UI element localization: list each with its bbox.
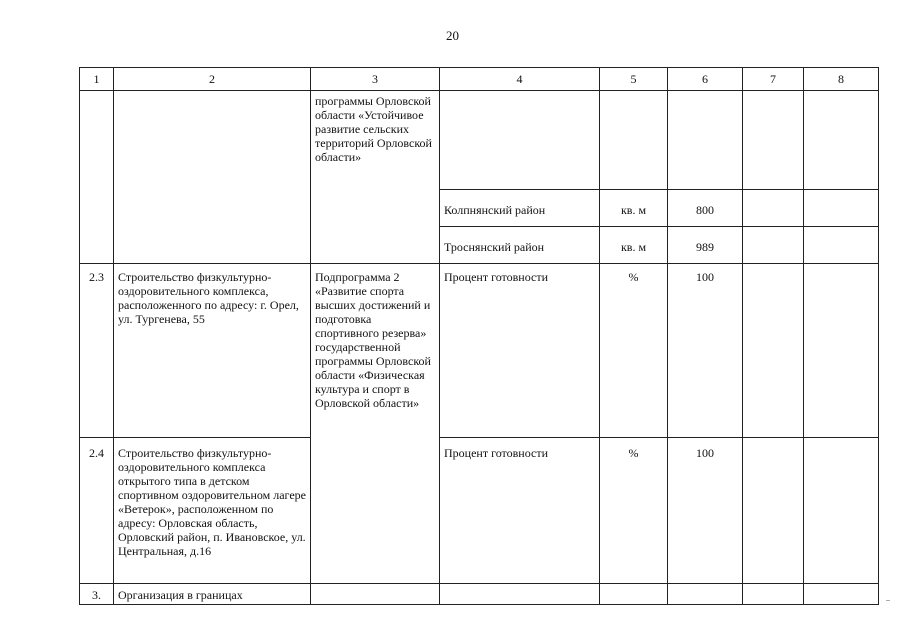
unit-cell: %: [600, 438, 668, 584]
value-cell: 800: [668, 190, 743, 227]
unit-cell: кв. м: [600, 227, 668, 264]
row-number-cell: [80, 91, 114, 264]
unit-cell: кв. м: [600, 190, 668, 227]
column-header: 5: [600, 68, 668, 91]
table-row: [80, 91, 879, 190]
empty-cell: [743, 264, 804, 438]
value-cell: 100: [668, 264, 743, 438]
value-cell: [668, 91, 743, 190]
empty-cell: [804, 190, 879, 227]
column-header: 1: [80, 68, 114, 91]
table-row: [80, 438, 879, 584]
row-number-cell: 2.3: [80, 264, 114, 438]
indicator-cell: Процент готовности: [440, 264, 600, 438]
table-header-row: [80, 68, 879, 91]
object-name-cell: Организация в границах: [114, 584, 311, 605]
empty-cell: [743, 584, 804, 605]
column-header: 6: [668, 68, 743, 91]
empty-cell: [743, 190, 804, 227]
empty-cell: [804, 264, 879, 438]
program-cell: [311, 584, 440, 605]
empty-cell: [804, 584, 879, 605]
program-cell: программы Орловской области «Устойчивое развитие сельских территорий Орловской области»: [311, 91, 440, 264]
value-cell: 989: [668, 227, 743, 264]
empty-cell: [743, 227, 804, 264]
unit-cell: %: [600, 264, 668, 438]
indicator-cell: [440, 584, 600, 605]
empty-cell: [804, 91, 879, 190]
unit-cell: [600, 584, 668, 605]
indicator-cell: Процент готовности: [440, 438, 600, 584]
object-name-cell: Строительство физкультурно-оздоровительного комплекса, расположенного по адресу: г. Орел, ул. Тургенева, 55: [114, 264, 311, 438]
table-row: [80, 584, 879, 605]
empty-cell: [743, 438, 804, 584]
object-name-cell: Строительство физкультурно-оздоровительного комплекса открытого типа в детском спортивном оздоровительном лагере «Ветерок», расположенном по адресу: Орловская область, Орловский район, п. Ивановское, ул. Центральная, д.16: [114, 438, 311, 584]
column-header: 3: [311, 68, 440, 91]
column-header: 8: [804, 68, 879, 91]
empty-cell: [804, 227, 879, 264]
value-cell: 100: [668, 438, 743, 584]
page-number: 20: [446, 28, 459, 43]
program-cell: Подпрограмма 2 «Развитие спорта высших достижений и подготовка спортивного резерва» государственной программы Орловской области «Физическая культура и спорт в Орловской области»: [311, 264, 440, 584]
row-number-cell: 2.4: [80, 438, 114, 584]
indicator-cell: [440, 91, 600, 190]
empty-cell: [804, 438, 879, 584]
indicators-table: [79, 67, 879, 605]
unit-cell: [600, 91, 668, 190]
indicator-cell: Троснянский район: [440, 227, 600, 264]
object-name-cell: [114, 91, 311, 264]
scan-artifact: [886, 600, 890, 601]
column-header: 2: [114, 68, 311, 91]
value-cell: [668, 584, 743, 605]
table-row: [80, 264, 879, 438]
row-number-cell: 3.: [80, 584, 114, 605]
empty-cell: [743, 91, 804, 190]
indicator-cell: Колпнянский район: [440, 190, 600, 227]
column-header: 7: [743, 68, 804, 91]
column-header: 4: [440, 68, 600, 91]
